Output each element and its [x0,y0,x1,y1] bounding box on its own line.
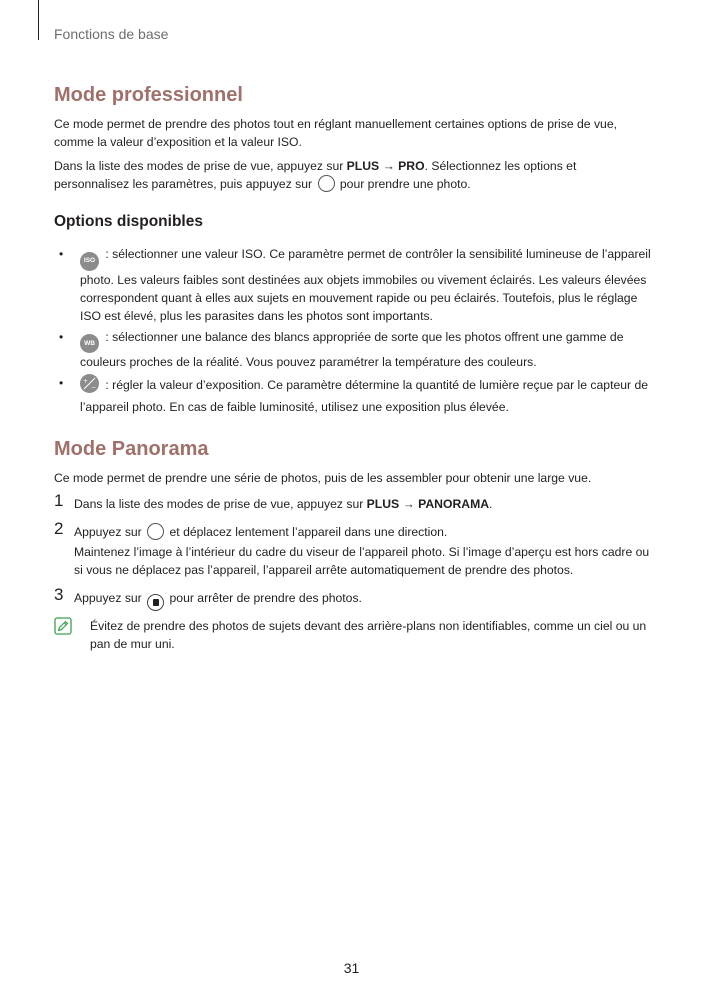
step-1: 1 Dans la liste des modes de prise de vue, appuyez sur PLUS → PANORAMA. [54,491,493,511]
option-exposure: • + − : régler la valeur d’exposition. Ce paramètre détermine la quantité de lumière reçue par le capteur de l’appareil photo. En cas de faible luminosité, utilisez une exposition plus élevée. [59,376,649,414]
plus-label: PLUS [346,159,380,173]
step-3: 3 Appuyez sur pour arrêter de prendre des photos. [54,589,652,611]
pro-intro: Ce mode permet de prendre des photos tout en réglant manuellement certaines options de prise de vue, comme la valeur d’exposition et la valeur ISO. [54,117,617,149]
section-title-pro: Mode professionnel [54,84,243,106]
shutter-icon [147,523,164,540]
page-number: 31 [343,960,360,976]
white-balance-icon: WB [80,334,99,353]
margin-rule [38,0,39,40]
note-pencil-icon [54,617,72,635]
iso-icon: ISO [80,252,99,271]
options-list [54,245,652,416]
options-title: Options disponibles [54,213,203,230]
shutter-icon [318,175,335,192]
panorama-intro: Ce mode permet de prendre une série de photos, puis de les assembler pour obtenir une large vue. [54,471,592,485]
option-wb: • WB : sélectionner une balance des blancs appropriée de sorte que les photos offrent une gamme de couleurs proches de la réalité. Vous pouvez paramétrer la température des couleurs. [59,329,624,369]
note-text: Évitez de prendre des photos de sujets devant des arrière-plans non identifiables, comme un ciel ou un pan de mur uni. [90,619,647,651]
panorama-steps [54,491,652,611]
pro-instructions: Dans la liste des modes de prise de vue, appuyez sur PLUS → PRO. Sélectionnez les options et personnalisez les paramètres, puis appuyez sur pour prendre une photo. [54,159,577,191]
svg-text:−: − [90,384,97,391]
section-title-panorama: Mode Panorama [54,438,209,460]
pro-label: PRO [398,159,425,173]
option-iso: • ISO : sélectionner une valeur ISO. Ce paramètre permet de contrôler la sensibilité lumineuse de l’appareil photo. Les valeurs faibles sont destinées aux objets immobiles ou vivement éclairés. Les valeurs élevées correspondent quant à elles aux sujets en mouvement rapide ou peu éclairés. Toutefois, plus le réglage ISO est élevé, plus les parasites dans les photos sont importants. [59,247,651,323]
page-content [54,82,652,653]
stop-icon [147,594,164,611]
running-header: Fonctions de base [54,26,169,42]
note [54,617,652,653]
step-2-detail: Maintenez l’image à l’intérieur du cadre du viseur de l’appareil photo. Si l’image d’aperçu est hors cadre ou si vous ne déplacez pas l’appareil, l’appareil arrête automatiquement de prendre des photos. [74,545,650,577]
svg-text:+: + [82,378,89,385]
exposure-icon [80,374,99,398]
step-2: 2 Appuyez sur et déplacez lentement l’appareil dans une direction. Maintenez l’image à l’intérieur du cadre du viseur de l’appareil photo. Si l’image d’aperçu est hors cadre ou si vous ne déplacez pas l’appareil, l’appareil arrête automatiquement de prendre des photos. [54,523,652,579]
